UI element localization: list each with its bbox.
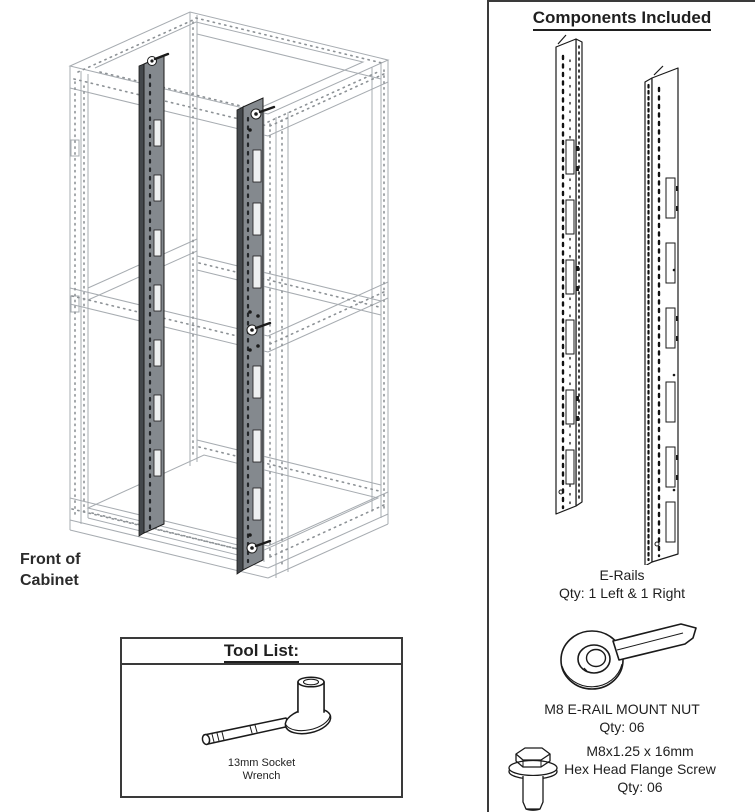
- e-rails-illustration: [517, 30, 755, 565]
- wrench-label-line2: Wrench: [242, 770, 281, 782]
- front-of-cabinet-line2: Cabinet: [20, 572, 79, 589]
- mount-nut-illustration: [547, 618, 707, 696]
- mount-nut-label: M8 E-RAIL MOUNT NUT: [544, 701, 700, 717]
- cabinet-frame: [70, 12, 388, 578]
- socket-wrench-illustration: [192, 671, 342, 756]
- cabinet-illustration: [0, 0, 490, 620]
- mount-nut-qty: Qty: 06: [599, 719, 645, 735]
- wrench-label-line1: 13mm Socket: [227, 757, 296, 769]
- left-e-rail-installed: [139, 54, 168, 536]
- flange-screw-label-line1: M8x1.25 x 16mm: [586, 743, 694, 759]
- tool-list-title: Tool List:: [122, 639, 401, 665]
- front-of-cabinet-line1: Front of: [20, 551, 81, 568]
- flange-screw-text: [540, 742, 740, 796]
- flange-screw-qty: Qty: 06: [617, 779, 663, 795]
- erails-qty: Qty: 1 Left & 1 Right: [558, 585, 686, 601]
- erails-label: E-Rails: [599, 567, 645, 583]
- front-of-cabinet-label: [20, 549, 80, 591]
- tool-list-box: [120, 637, 403, 798]
- components-panel-title: Components Included: [489, 8, 755, 31]
- flange-screw-label-line2: Hex Head Flange Screw: [564, 761, 716, 777]
- components-included-panel: [487, 0, 755, 812]
